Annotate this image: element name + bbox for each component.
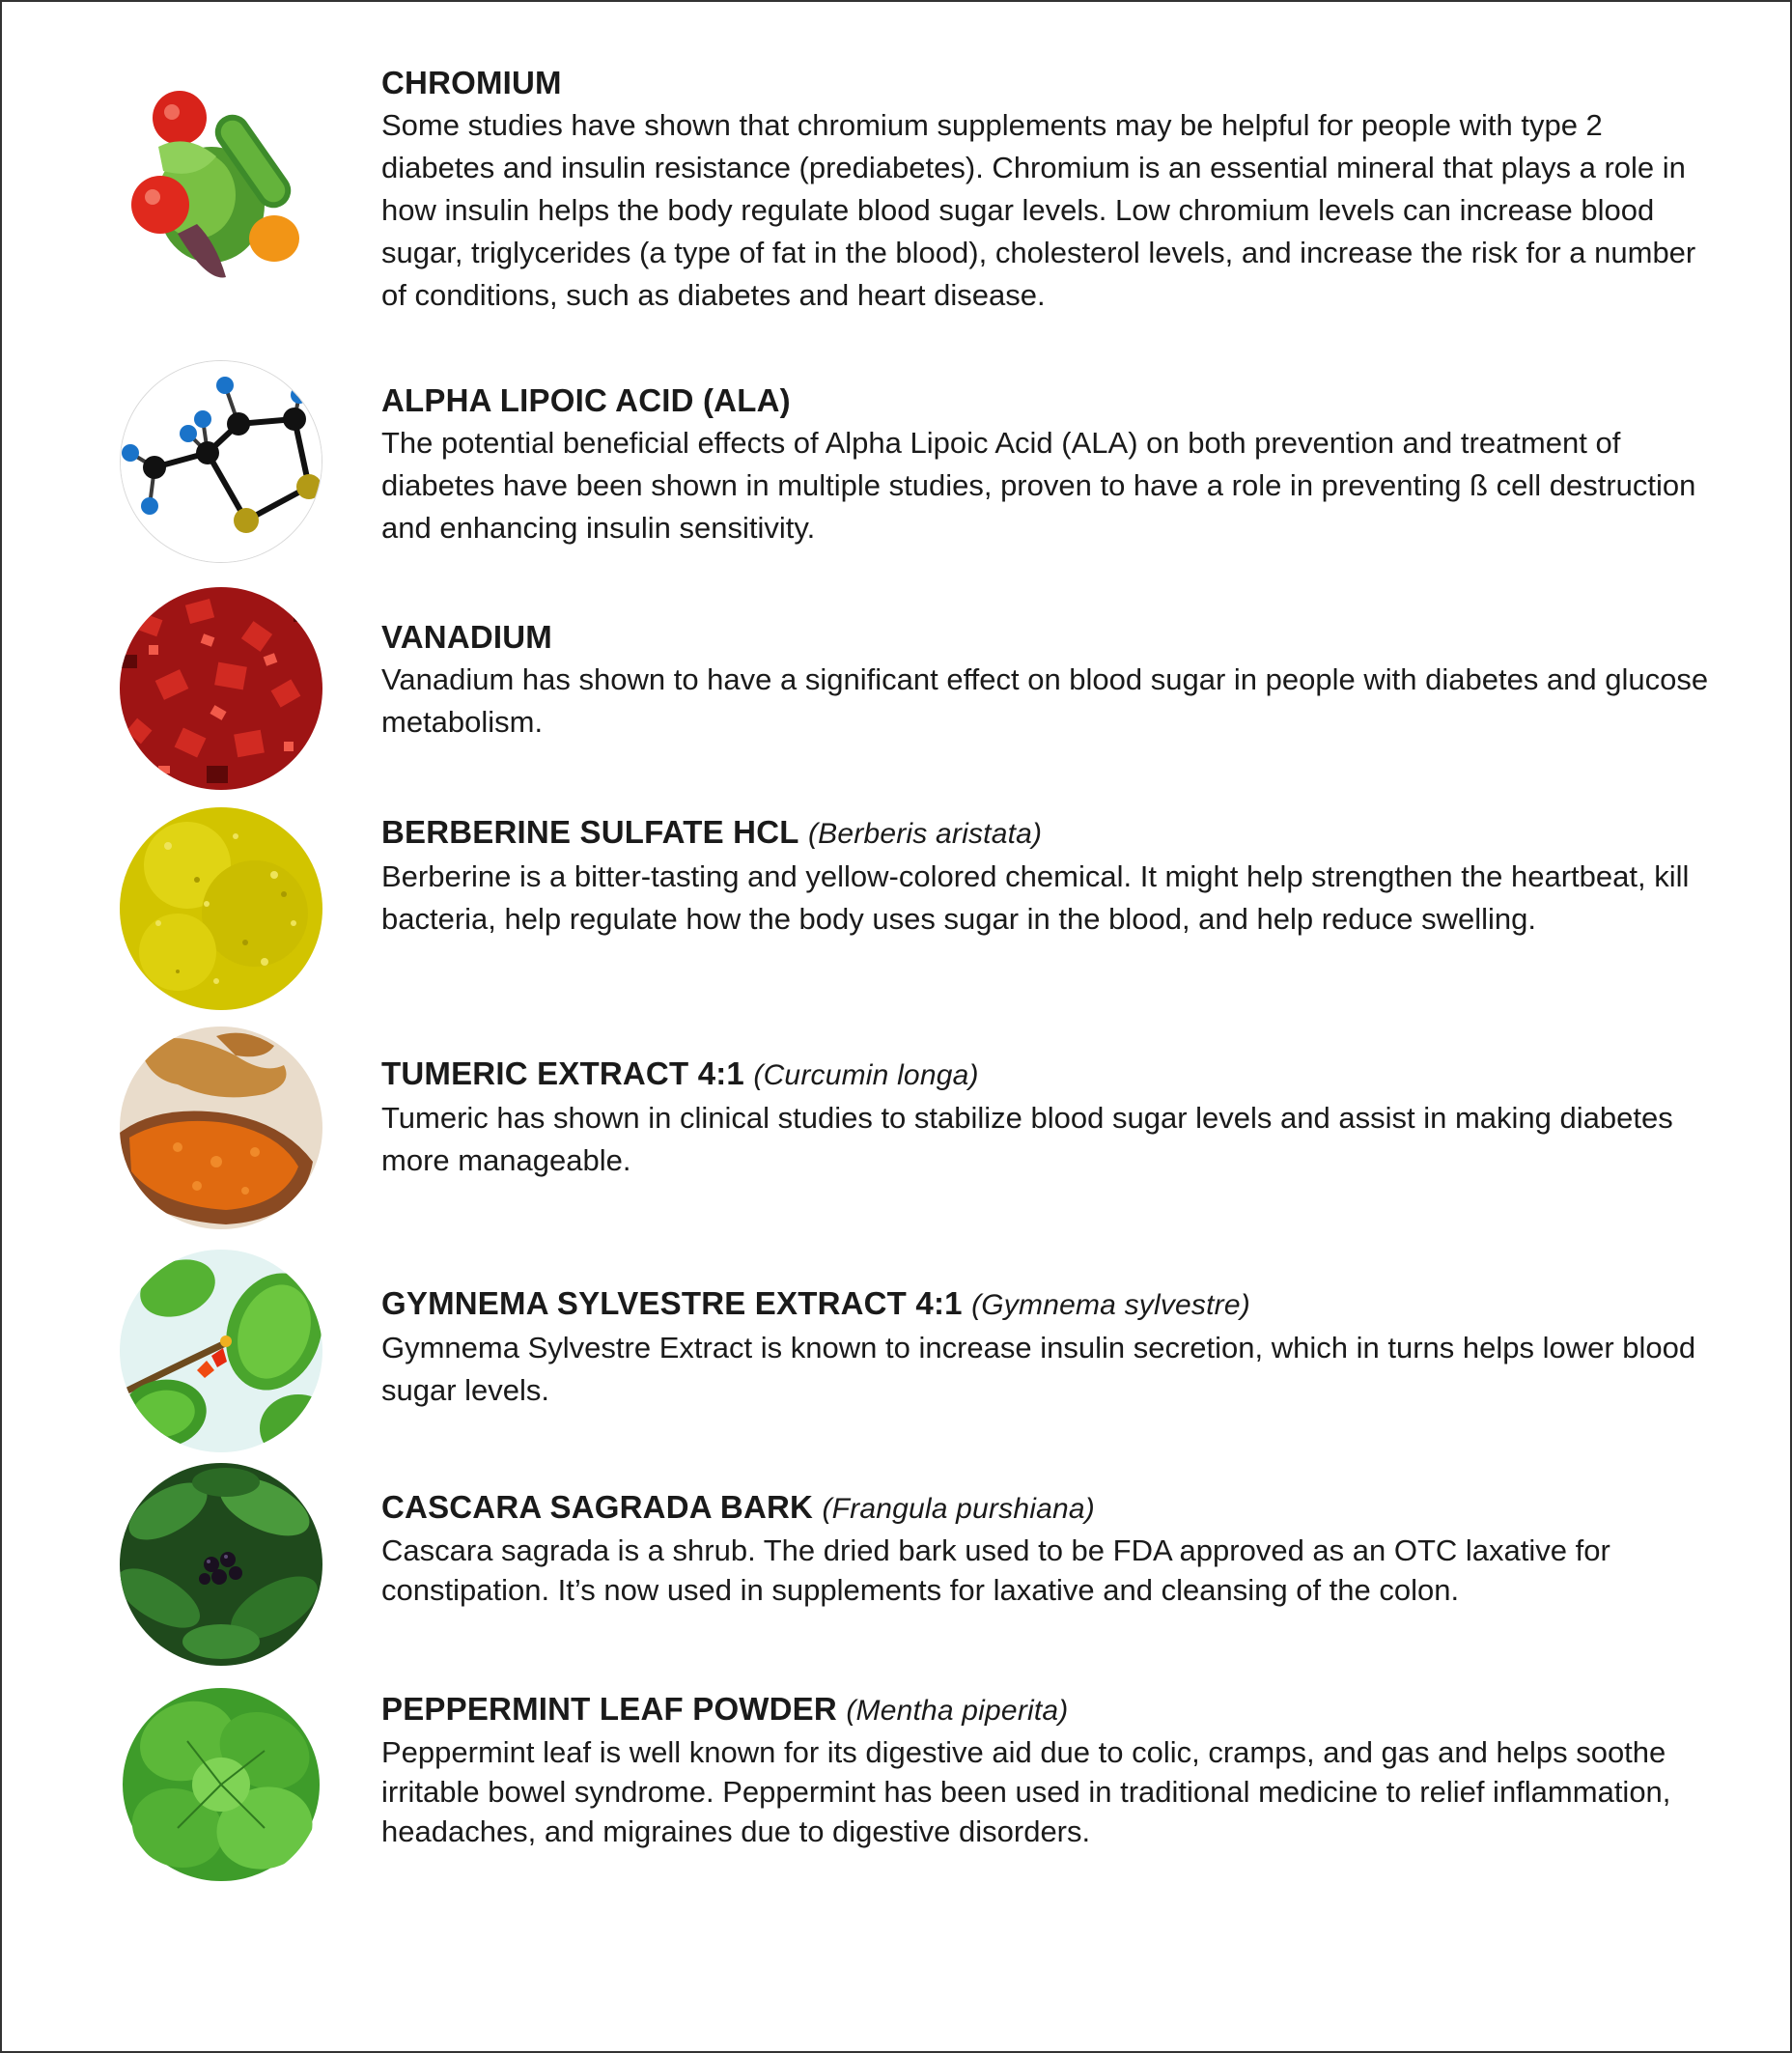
ingredient-latin-name: (Mentha piperita) [846, 1695, 1069, 1727]
ingredient-description: Vanadium has shown to have a significant effect on blood sugar in people with diabetes and glucose metabolism. [381, 662, 1709, 739]
vegetables-image [120, 89, 322, 292]
ingredient-description: Some studies have shown that chromium supplements may be helpful for people with type 2 diabetes and insulin resistance (prediabetes). Chromium is an essential mineral that plays a role in how insulin helps the body regulate blood sugar levels. Low chromium levels can increase blood sugar, triglycerides (a type of fat in the blood), cholesterol levels, and increase the risk for a number of conditions, such as diabetes and heart disease. [381, 108, 1696, 312]
peppermint-leaves-image [120, 1683, 322, 1886]
ingredient-name: TUMERIC EXTRACT 4:1 [381, 1055, 744, 1091]
ingredient-name: PEPPERMINT LEAF POWDER [381, 1691, 837, 1727]
ingredient-name: VANADIUM [381, 619, 552, 655]
ingredient-description: The potential beneficial effects of Alpha Lipoic Acid (ALA) on both prevention and treatment of diabetes have been shown in multiple studies, proven to have a role in preventing ß cell destruction and enhancing insulin sensitivity. [381, 426, 1696, 545]
ingredient-description: Gymnema Sylvestre Extract is known to increase insulin secretion, which in turns helps lower blood sugar levels. [381, 1331, 1696, 1407]
molecule-image [120, 360, 322, 563]
cascara-leaves-image [120, 1463, 322, 1666]
gymnema-leaves-image [120, 1250, 322, 1452]
red-crystals-image [120, 587, 322, 790]
ingredient-latin-name: (Curcumin longa) [753, 1059, 979, 1091]
ingredient-description: Cascara sagrada is a shrub. The dried bark used to be FDA approved as an OTC laxative for constipation. It’s now used in supplements for laxative and cleansing of the colon. [381, 1533, 1610, 1607]
ingredient-description: Peppermint leaf is well known for its digestive aid due to colic, cramps, and gas and helps soothe irritable bowel syndrome. Peppermint has been used in traditional medicine to relief inflammation, headaches, and migraines due to digestive disorders. [381, 1735, 1671, 1848]
turmeric-image [120, 1026, 322, 1229]
ingredient-name: BERBERINE SULFATE HCL [381, 814, 799, 850]
ingredient-name: CHROMIUM [381, 65, 562, 100]
ingredient-description: Berberine is a bitter-tasting and yellow-colored chemical. It might help strengthen the heartbeat, kill bacteria, help regulate how the body uses sugar in the blood, and help reduce swelling. [381, 859, 1690, 936]
ingredient-latin-name: (Gymnema sylvestre) [971, 1289, 1250, 1321]
ingredient-latin-name: (Frangula purshiana) [822, 1493, 1095, 1525]
yellow-powder-image [120, 807, 322, 1010]
ingredient-name: ALPHA LIPOIC ACID (ALA) [381, 382, 791, 418]
ingredient-name: CASCARA SAGRADA BARK [381, 1489, 814, 1525]
ingredient-description: Tumeric has shown in clinical studies to stabilize blood sugar levels and assist in making diabetes more manageable. [381, 1101, 1673, 1177]
ingredient-latin-name: (Berberis aristata) [807, 818, 1043, 850]
ingredient-name: GYMNEMA SYLVESTRE EXTRACT 4:1 [381, 1285, 963, 1321]
